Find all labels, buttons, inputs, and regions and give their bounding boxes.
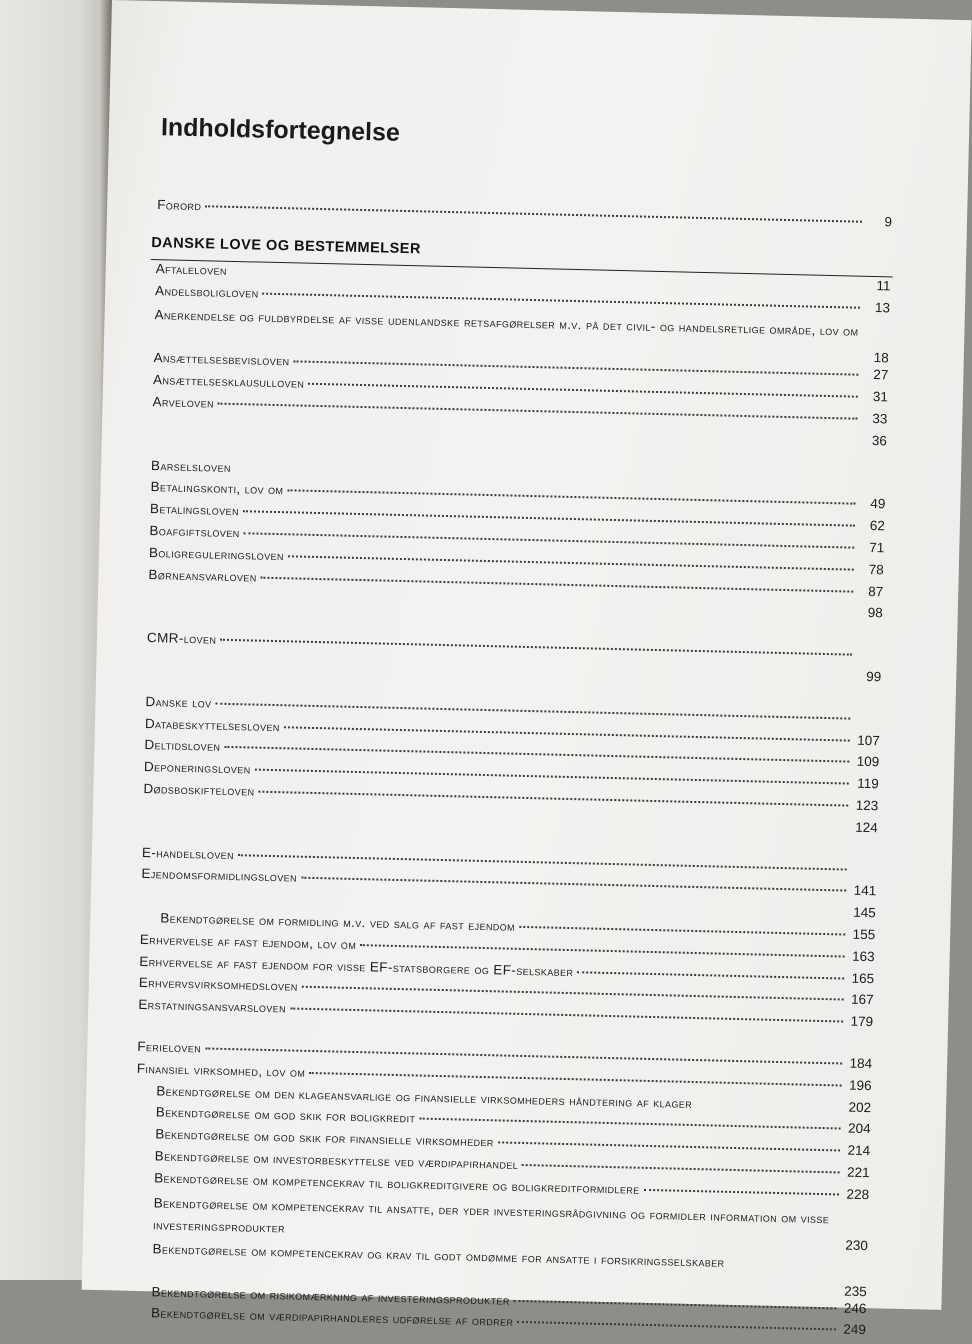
toc-entry-label: Ansættelsesbevisloven [153,350,290,369]
toc-entry-label: CMR-loven [146,630,217,647]
toc-entry-label: Barselsloven [150,457,232,475]
toc-entry-label: Boligreguleringsloven [148,544,285,563]
toc-page-number: 31 [872,389,889,405]
dot-leader [696,1093,841,1108]
toc-page-number: 123 [855,797,879,814]
toc-page-number: 235 [844,1283,867,1299]
toc-entry-label: Deltidsloven [144,737,221,755]
toc-entry-label: Bekendtgørelse om investorbeskyttelse ved værdipapirhandel [154,1148,519,1172]
toc-entry [157,197,892,234]
toc-entry-label: Erhvervelse af fast ejendom for visse EF-statsborgere og EF-selskaber [139,953,574,979]
dot-leader [235,457,856,484]
toc-entry-label: Bekendtgørelse om formidling m.v. ved salg af fast ejendom [160,910,516,934]
toc-entry-label: Erhvervsvirksomhedsloven [138,975,298,995]
toc-page-number: 71 [869,539,885,556]
toc-page-number: 36 [871,432,888,449]
toc-page-number: 13 [874,299,891,316]
toc-page-number: 221 [846,1164,870,1181]
toc-entry-label: Ejendomsformidlingsloven [141,866,298,885]
dot-leader [220,629,852,656]
toc-page-number: 18 [873,350,889,366]
toc-entry-label: Finansiel virksomhed, lov om [136,1060,306,1080]
toc-page-number: 145 [853,904,876,921]
toc-page-number: 141 [853,883,877,899]
toc-entry-label: Arveloven [152,394,215,411]
toc-page-number: 184 [849,1055,873,1072]
toc-entry-label: Danske lov [145,693,212,711]
toc-page-number: 228 [846,1186,870,1202]
toc-page-number: 165 [851,970,875,986]
dot-leader [205,1037,842,1064]
toc-page-number [856,659,882,660]
toc-page-number: 11 [876,277,891,294]
toc-entry-label: Aftaleloven [155,260,228,278]
toc-page-number [860,486,886,487]
toc-entry-label: Dødsboskifteloven [143,780,255,799]
toc-entry-label: Bekendtgørelse om risikomærkning af investeringsprodukter [151,1283,511,1308]
toc-entry-label: Bekendtgørelse om kompetencekrav og krav til godt omdømme for ansatte i forsikringsselskaber [152,1240,725,1270]
toc-page-number: 204 [847,1121,871,1137]
toc-entry-label: E-handelsloven [141,844,235,862]
toc-page-number: 99 [866,668,882,685]
toc-entry-label: Bekendtgørelse om kompetencekrav til boligkreditgivere og boligkreditformidlere [154,1170,640,1197]
toc-entry-label: Bekendtgørelse om den klageansvarlige og finansielle virksomheders håndtering af klager [156,1082,693,1111]
toc-page-number: 246 [843,1300,867,1316]
toc-entry-label: Børneansvarloven [148,566,257,585]
contents-page [82,0,972,1338]
toc-entry-label: Bekendtgørelse om god skik for finansielle virksomheder [155,1126,494,1150]
toc-page-number: 33 [872,411,888,427]
toc-entry-label: Deponeringsloven [143,759,251,777]
toc-page-number: 202 [848,1099,872,1115]
toc-entry-label: Bekendtgørelse om kompetencekrav til ansatte, der yder investeringsrådgivning og formidler information om visse investeringsprodukter [152,1194,830,1236]
toc-page-number: 98 [867,605,883,621]
toc-page-number: 87 [868,583,884,599]
toc-page-number: 49 [870,496,886,512]
toc-entry-label: Databeskyttelsesloven [144,715,280,734]
toc-entry-label: Bekendtgørelse om værdipapirhandleres udførelse af ordrer [150,1305,514,1330]
toc-page-number: 249 [843,1321,867,1338]
toc-page-number: 179 [850,1013,874,1030]
toc-entry-label: Boafgiftsloven [149,523,240,541]
toc-entry-label: Ansættelsesklausulloven [152,372,305,391]
dot-leader [205,195,862,222]
toc-page-number: 163 [851,948,875,965]
dot-leader [238,844,847,870]
toc-entry-label: Ferieloven [137,1038,202,1056]
toc-page-number: 78 [868,561,884,578]
dot-leader [215,692,850,719]
toc-page-number: 9 [884,214,893,230]
toc-entry-label: Bekendtgørelse om god skik for boligkredit [155,1104,416,1126]
toc-entry-label: Andelsboligloven [154,282,259,301]
page-title: Indholdsfortegnelse [160,113,401,147]
toc-page-number: 109 [856,754,880,770]
toc-page-number: 124 [855,819,878,836]
toc-page-number: 155 [852,926,876,943]
toc-entry-label: Erhvervelse af fast ejendom, lov om [139,931,357,952]
toc-entry-label: Betalingskonti, lov om [150,479,284,498]
toc-page-number: 27 [873,367,889,383]
toc-page-number [851,873,877,874]
section-heading: DANSKE LOVE OG BESTEMMELSER [151,235,893,277]
toc-entry-label: Betalingsloven [149,501,240,519]
toc-page-number: 107 [857,732,880,748]
toc-entry-label: Anerkendelse og fuldbyrdelse af visse udenlandske retsafgørelser m.v. på det civil- og handelsretlige område, lov om [154,307,859,340]
toc-page-number: 119 [857,775,879,792]
toc-page-number: 196 [848,1077,872,1093]
toc-page-number: 230 [845,1237,869,1253]
toc-page-number: 167 [850,992,874,1008]
toc-page-number: 62 [869,518,885,534]
toc-page-number: 214 [847,1142,871,1159]
toc-entry-label: Forord [157,197,202,214]
toc-entry-label: Erstatningsansvarsloven [138,997,287,1016]
toc-page-number [854,722,880,723]
